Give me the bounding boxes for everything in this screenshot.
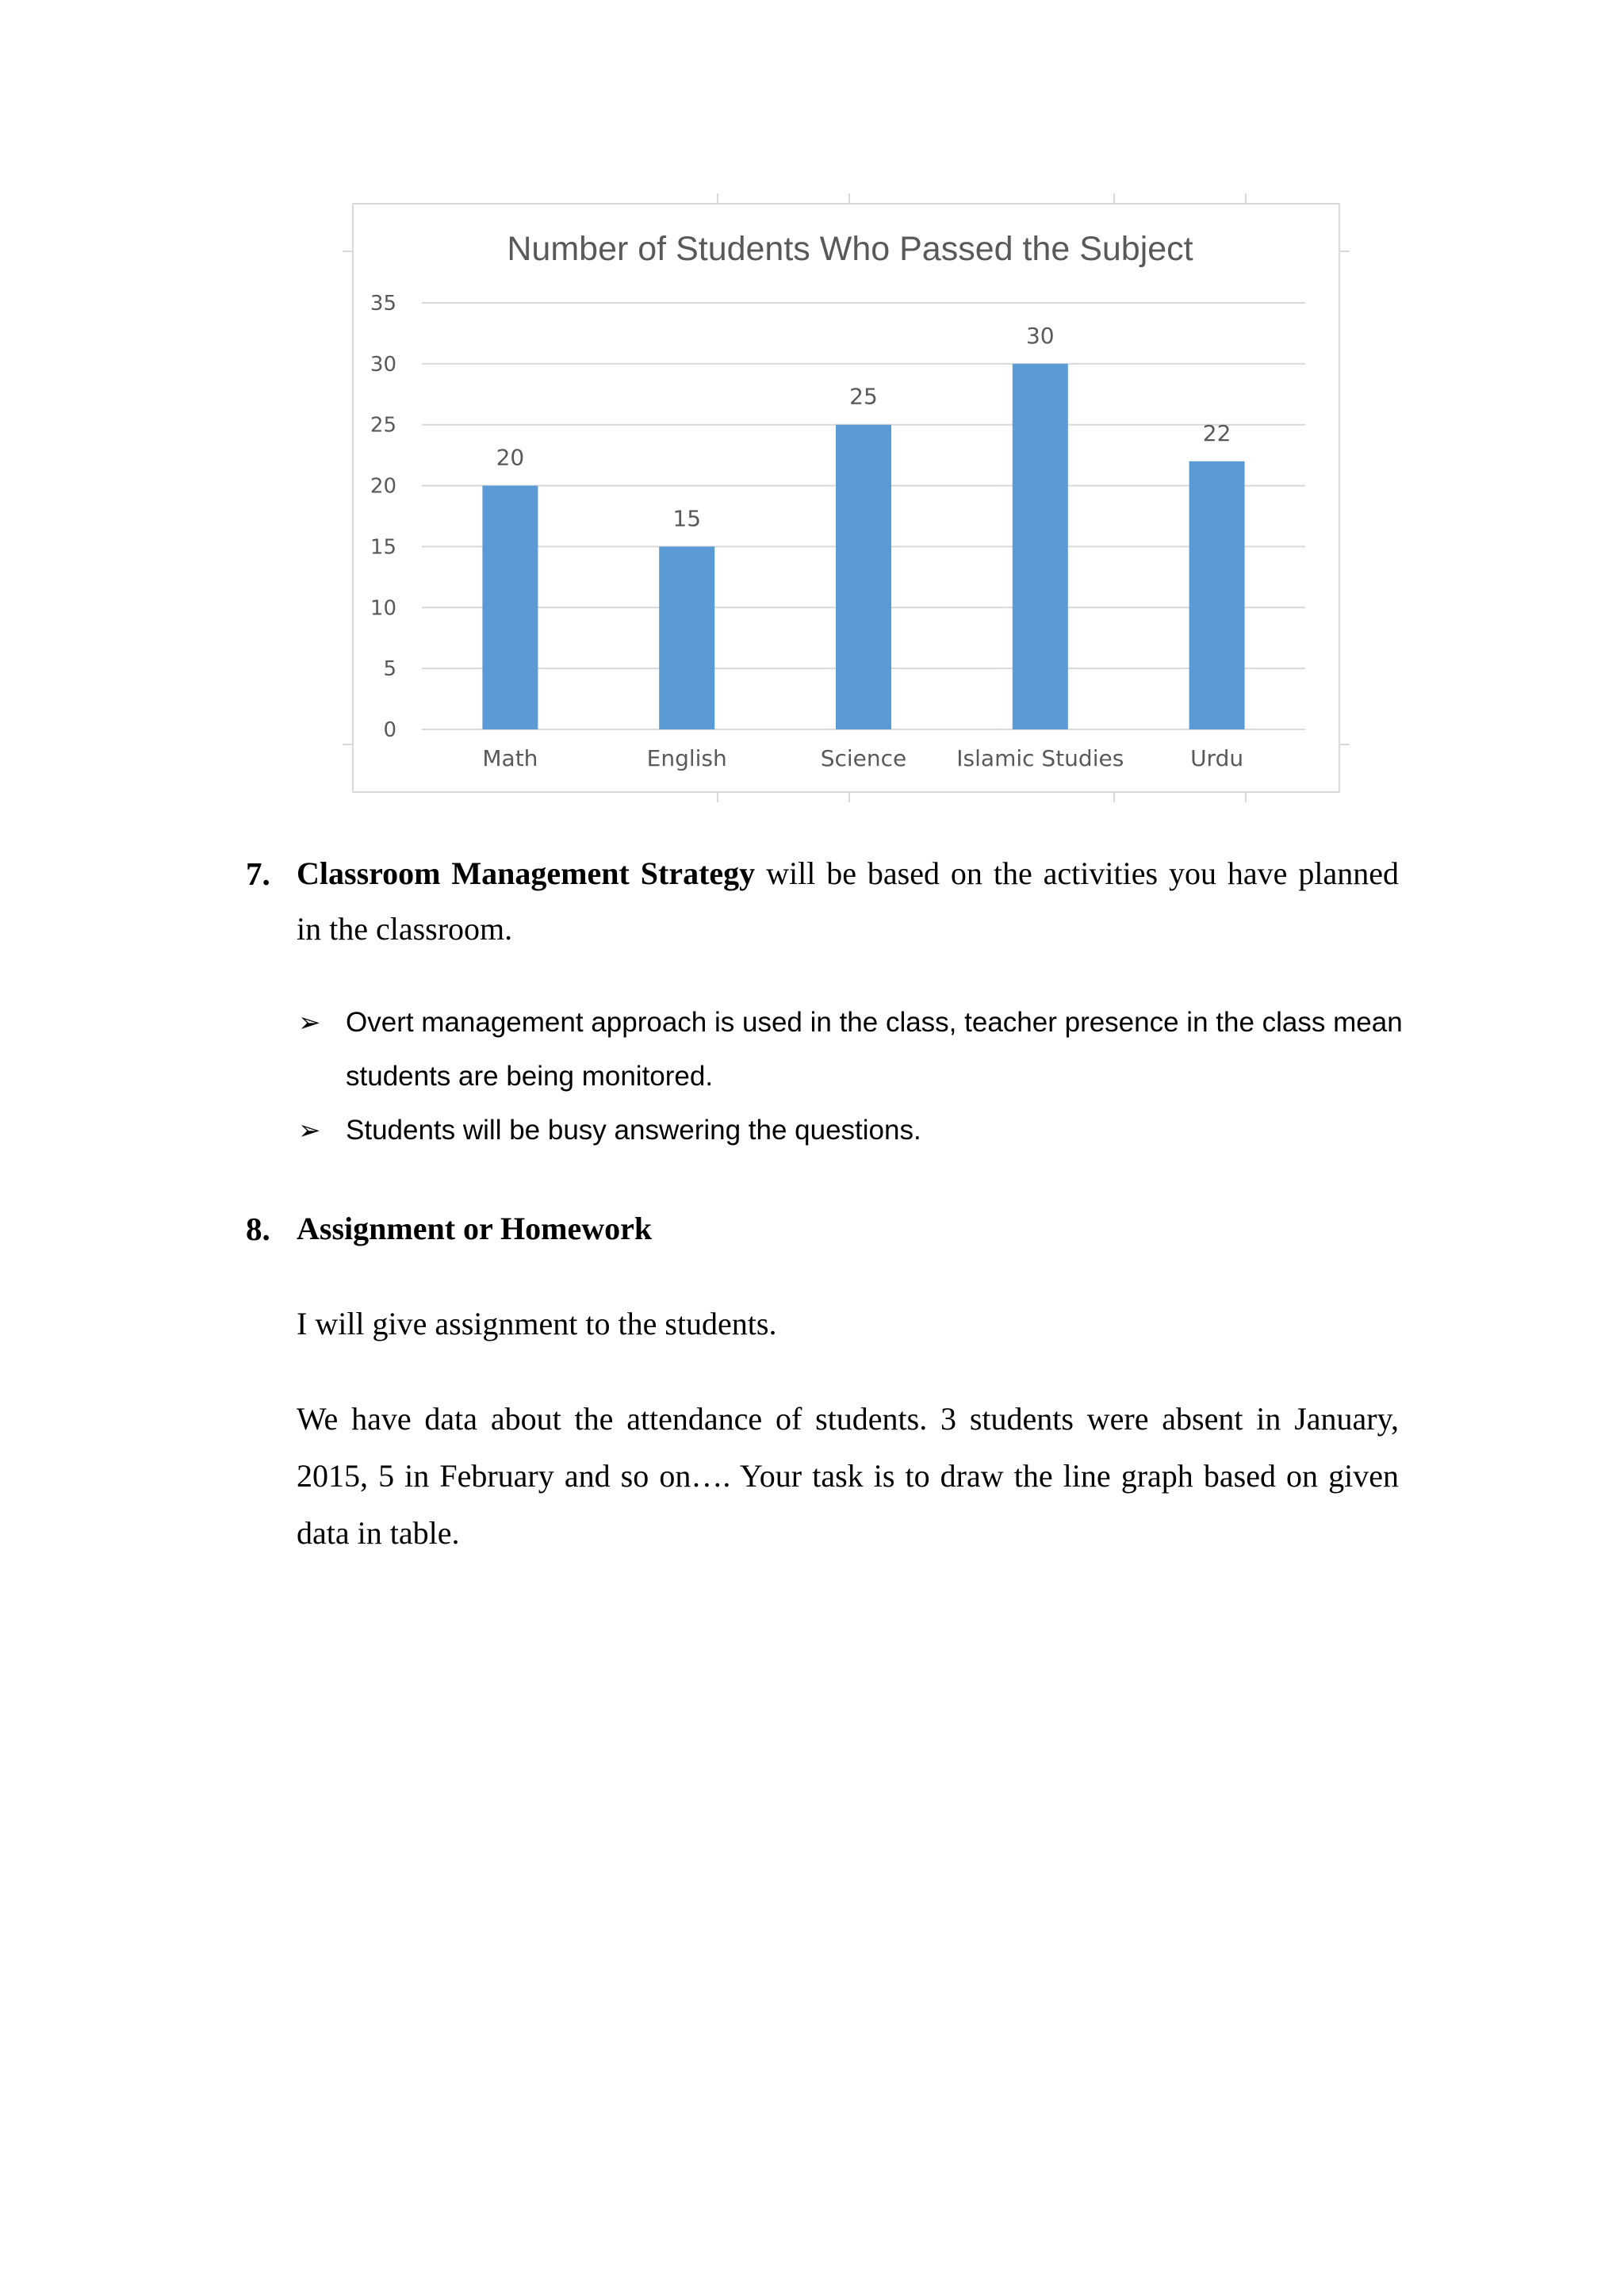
chart-edge-tick	[1245, 793, 1247, 802]
chart-bar	[659, 546, 714, 729]
section-8-paragraph-2-line-2: 2015, 5 in February and so on…. Your task is to draw the line graph based on given	[297, 1458, 1399, 1494]
section-7-number: 7.	[246, 855, 270, 892]
chart-data-label: 25	[849, 383, 878, 410]
chart-edge-tick	[1113, 793, 1115, 802]
arrow-bullet-icon: ➢	[298, 1007, 321, 1039]
chart-edge-tick	[1340, 251, 1350, 252]
arrow-bullet-icon: ➢	[298, 1115, 321, 1146]
y-tick-label: 15	[370, 535, 396, 560]
chart-edge-tick	[343, 251, 352, 252]
chart-bar	[836, 425, 891, 729]
chart-edge-tick	[717, 793, 718, 802]
chart-y-tick-labels	[370, 292, 396, 742]
section-8-number: 8.	[246, 1211, 270, 1247]
section-8-paragraph-1: I will give assignment to the students.	[297, 1306, 777, 1341]
chart-data-label: 30	[1025, 322, 1055, 349]
chart-category-labels	[482, 745, 1243, 771]
bar-chart-svg	[354, 205, 1339, 791]
chart-edge-tick	[1245, 193, 1247, 203]
chart-edge-tick	[343, 744, 352, 745]
bullet-2: Students will be busy answering the questions.	[346, 1115, 921, 1146]
section-8-paragraph-2-line-3: data in table.	[297, 1515, 460, 1551]
section-7-title: Classroom Management Strategy	[297, 855, 756, 891]
y-tick-label: 25	[370, 413, 396, 438]
chart-data-label: 20	[496, 444, 525, 471]
section-7-line-1-text: will be based on the activities you have planned	[766, 855, 1399, 891]
section-8-title: Assignment or Homework	[297, 1211, 653, 1246]
x-category-label: Islamic Studies	[956, 745, 1124, 771]
x-category-label: Urdu	[1190, 745, 1244, 771]
chart-title: Number of Students Who Passed the Subject	[507, 230, 1193, 268]
section-8-paragraph-2-line-1: We have data about the attendance of students. 3 students were absent in January,	[297, 1401, 1399, 1437]
chart-edge-tick	[1113, 193, 1115, 203]
x-category-label: Math	[482, 745, 538, 771]
section-7-line-1	[297, 855, 1399, 892]
y-tick-label: 5	[383, 657, 396, 682]
chart-bar	[1013, 364, 1068, 729]
chart-data-label: 15	[672, 505, 702, 532]
x-category-label: English	[646, 745, 727, 771]
y-tick-label: 0	[383, 718, 396, 742]
y-tick-label: 10	[370, 596, 396, 621]
y-tick-label: 35	[370, 292, 396, 316]
chart-bar	[482, 486, 538, 729]
bullet-1-line-2: students are being monitored.	[346, 1061, 714, 1092]
chart-bar	[1189, 461, 1245, 729]
bullet-1-line-1: Overt management approach is used in the class, teacher presence in the class mean	[346, 1007, 1403, 1038]
chart-edge-tick	[1340, 744, 1350, 745]
chart-edge-tick	[717, 193, 718, 203]
chart-data-label: 22	[1202, 419, 1231, 446]
x-category-label: Science	[820, 745, 907, 771]
bar-chart	[352, 203, 1340, 793]
chart-edge-tick	[848, 193, 850, 203]
y-tick-label: 20	[370, 474, 396, 499]
y-tick-label: 30	[370, 352, 396, 377]
chart-edge-tick	[848, 793, 850, 802]
section-7-line-2: in the classroom.	[297, 911, 513, 947]
